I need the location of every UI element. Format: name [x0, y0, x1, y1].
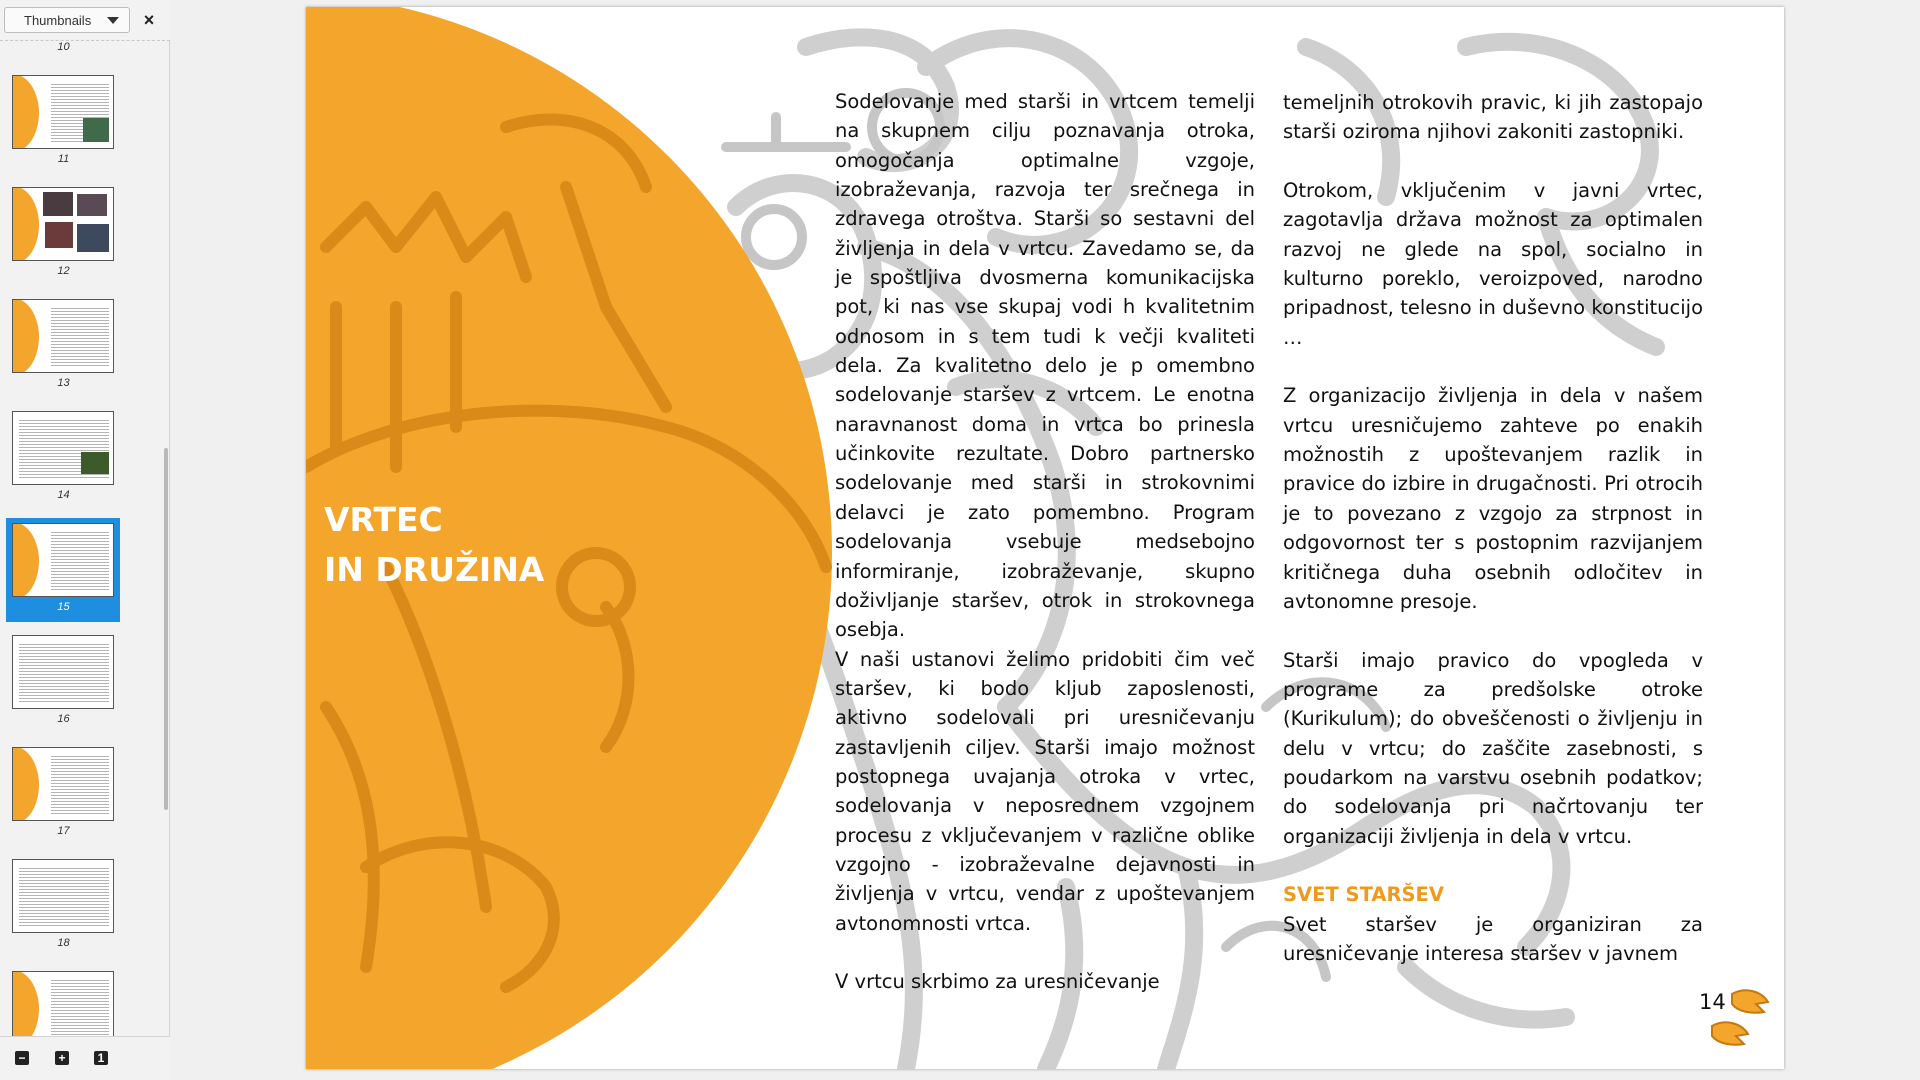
page-number: 14	[1699, 990, 1726, 1014]
page-label-15: 15	[57, 601, 70, 613]
chevron-down-icon	[107, 17, 119, 24]
sidebar-header	[0, 0, 170, 41]
bird-logo-icon	[1698, 982, 1778, 1062]
page-label-18: 18	[57, 937, 70, 949]
paragraph: Starši imajo pravico do vpogleda v programe za predšolske otroke (Kurikulum); do obveščenosti o življenju in delu v vrtcu; do zaščite zasebnosti, s poudarkom na varstvu osebnih podatkov; do sodelovanja pri načrtovanju ter organizaciji življenja in dela v vrtcu.	[1283, 648, 1703, 848]
sidebar-footer	[0, 1036, 170, 1080]
section-title-line1: VRTEC	[324, 500, 443, 539]
page-label-12: 12	[57, 265, 70, 277]
thumbnail-page-12[interactable]	[12, 187, 114, 261]
document-page	[306, 7, 1784, 1069]
thumbnail-page-11[interactable]	[12, 75, 114, 149]
thumbnail-list[interactable]	[0, 41, 164, 1036]
thumbnail-sidebar	[0, 0, 170, 1080]
paragraph: Sodelovanje med starši in vrtcem temelji na skupnem cilju poznavanja otroka, omogočanja optimalne vzgoje, izobraževanja, razvoja ter srečnega in zdravega otroštva. Starši so sestavni del življenja in dela v vrtcu. Zavedamo se, da je spoštljiva dvosmerna komunikacijska pot, ki nas vse skupaj vodi h kvalitetnim odnosom in s tem tudi k večji kvaliteti dela. Za kvalitetno delo je p omembno sodelovanje staršev z vrtcem. Le enotna naravnanost doma in vrtca bo prinesla učinkovite rezultate. Dobro partnersko sodelovanje med starši in strokovnimi delavci je zato pomembno. Program sodelovanja vsebuje medsebojno informiranje, izobraževanje, skupno doživljanje staršev, otrok in strokovnega osebja.	[835, 90, 1255, 642]
thumbnail-page-14[interactable]	[12, 411, 114, 485]
page-label-16: 16	[57, 713, 70, 725]
page-label-11: 11	[57, 153, 70, 165]
page-label-14: 14	[57, 489, 70, 501]
view-mode-label: Thumbnails	[24, 13, 92, 28]
paragraph: temeljnih otrokovih pravic, ki jih zastopajo starši oziroma njihovi zakoniti zastopniki.	[1283, 91, 1703, 144]
close-sidebar-button[interactable]: ×	[143, 10, 155, 30]
thumbnail-page-18[interactable]	[12, 859, 114, 933]
paragraph: V naši ustanovi želimo pridobiti čim več staršev, ki bodo kljub zaposlenosti, aktivno sodelovali pri uresničevanju zastavljenih ciljev. Starši imajo možnost postopnega uvajanja otroka v vrtec, sodelovanja v neposrednem vzgojnem procesu z vključevanjem v različne oblike vzgojno - izobraževalne dejavnosti in življenja v vrtcu, vendar z upoštevanjem avtonomnosti vrtca.	[835, 647, 1255, 935]
subheading: SVET STARŠEV	[1283, 883, 1444, 907]
page-label-10: 10	[57, 41, 70, 53]
thumbnail-page-17[interactable]	[12, 747, 114, 821]
paragraph: Otrokom, vključenim v javni vrtec, zagotavlja država možnost za optimalen razvoj ne glede na spol, socialno in kulturno poreklo, veroizpoved, narodno pripadnost, telesno in duševno konstitucijo …	[1283, 179, 1703, 349]
page-label-17: 17	[57, 825, 70, 837]
paragraph: Svet staršev je organiziran za uresničevanje interesa staršev v javnem	[1283, 912, 1703, 965]
zoom-out-button[interactable]: −	[15, 1051, 29, 1065]
section-title-line2: IN DRUŽINA	[324, 550, 545, 589]
text-column-left	[835, 87, 1255, 997]
view-mode-select[interactable]	[4, 7, 130, 33]
thumbnail-page-13[interactable]	[12, 299, 114, 373]
thumbnail-page-16[interactable]	[12, 635, 114, 709]
paragraph: V vrtcu skrbimo za uresničevanje	[835, 970, 1160, 994]
page-label-13: 13	[57, 377, 70, 389]
section-title	[324, 495, 684, 595]
zoom-in-button[interactable]: +	[55, 1051, 69, 1065]
thumbnail-page-15[interactable]	[12, 523, 114, 597]
thumbnail-page-19[interactable]	[12, 971, 114, 1036]
text-column-right	[1283, 88, 1703, 968]
paragraph: Z organizacijo življenja in dela v našem vrtcu uresničujemo zahteve po enakih možnostih z upoštevanjem razlik in pravice do izbire in drugačnosti. Pri otrocih je to povezano z vzgojo za strpnost in odgovornost ter s postopnim razvijanjem kritičnega duha osebnih odločitev in avtonomne presoje.	[1283, 384, 1703, 613]
fit-page-button[interactable]: 1	[94, 1051, 108, 1065]
sidebar-scrollbar[interactable]	[164, 448, 168, 810]
